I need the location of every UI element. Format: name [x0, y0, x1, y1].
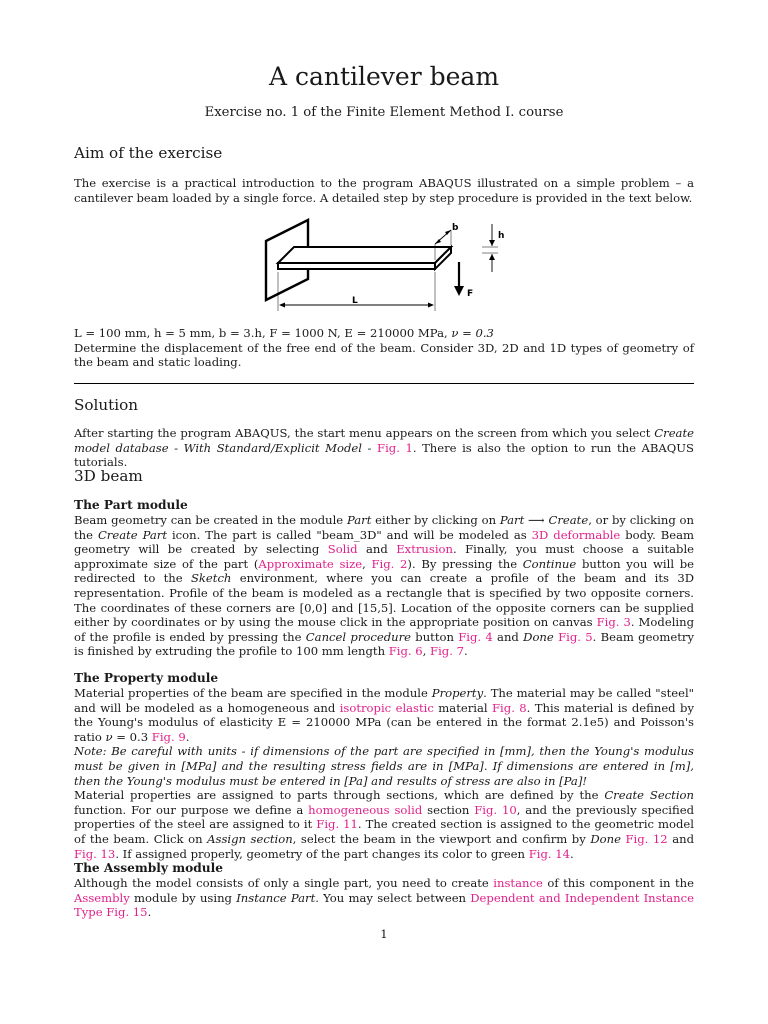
link-fig-5[interactable]: Fig. 5 [558, 629, 593, 644]
assembly-module-heading: The Assembly module [74, 861, 224, 875]
property-module-paragraph: Material properties of the beam are specified in the module Property. The material may be called "steel" and will be modeled as a homogeneous and isotropic elastic material Fig. 8. This material is defined by the Young's modulus of elasticity E = 210000 MPa (can be entered in the format 2.1e5) and Poisson's ratio ν = 0.3 Fig. 9. [74, 686, 695, 744]
link-fig-12[interactable]: Fig. 12 [625, 831, 668, 846]
units-note: Note: Be careful with units - if dimensions of the part are specified in [mm], then the Young's modulus must be given in [MPa] and the resulting stress fields are in [MPa]. If dimensions are entered in [m], then the Young's modulus must be entered in [Pa] and results of stress are also in [Pa]! [74, 744, 694, 788]
force-label-F: F [467, 289, 474, 299]
aim-heading: Aim of the exercise [74, 144, 223, 162]
link-instance[interactable]: instance [493, 876, 543, 890]
link-fig-9[interactable]: Fig. 9 [151, 729, 186, 744]
link-extrusion[interactable]: Extrusion [396, 542, 453, 557]
link-instance-type[interactable]: Dependent and Independent Instance Type [74, 890, 694, 920]
page-number: 1 [380, 927, 388, 941]
problem-parameters: L = 100 mm, h = 5 mm, b = 3.h, F = 1000 N, E = 210000 MPa, ν = 0.3 [74, 326, 494, 340]
section-assignment-paragraph: Material properties are assigned to parts through sections, which are defined by the Create Section function. For our purpose we define a homogeneous solid section Fig. 10, and the previously specified properties of the steel are assigned to it Fig. 11. The created section is assigned to the geometric model of the beam. Click on Assign section, select the beam in the viewport and confirm by Done Fig. 12 and Fig. 13. If assigned properly, geometry of the part changes its color to green Fig. 14. [74, 788, 695, 861]
part-module-heading: The Part module [74, 498, 188, 512]
link-fig-15[interactable]: Fig. 15 [106, 905, 148, 920]
link-fig-1[interactable]: Fig. 1 [377, 440, 413, 455]
link-assembly[interactable]: Assembly [74, 890, 130, 905]
solution-heading: Solution [74, 396, 139, 414]
beam-front-face [278, 263, 435, 269]
link-fig-11[interactable]: Fig. 11 [316, 817, 358, 832]
link-fig-14[interactable]: Fig. 14 [528, 846, 570, 861]
link-fig-2[interactable]: Fig. 2 [371, 556, 408, 571]
cantilever-beam-figure [258, 216, 508, 314]
document-subtitle: Exercise no. 1 of the Finite Element Method I. course [204, 105, 564, 120]
section-divider [74, 383, 694, 384]
part-module-paragraph: Beam geometry can be created in the module Part either by clicking on Part ⟶ Create, or by clicking on the Create Part icon. The part is called "beam_3D" and will be modeled as 3D deformable body. Beam geometry will be created by selecting Solid and Extrusion. Finally, you must choose a suitable approximate size of the part (Approximate size, Fig. 2). By pressing the Continue button you will be redirected to the Sketch environment, where you can create a profile of the beam and its 3D representation. Profile of the beam is modeled as a rectangle that is specified by two opposite corners. The coordinates of these corners are [0,0] and [15,5]. Location of the opposite corners can be supplied either by coordinates or by using the mouse click in the appropriate position on canvas Fig. 3. Modeling of the profile is ended by pressing the Cancel procedure button Fig. 4 and Done Fig. 5. Beam geometry is finished by extruding the profile to 100 mm length Fig. 6, Fig. 7. [74, 513, 695, 659]
document-title: A cantilever beam [268, 62, 500, 91]
beam-top-face [278, 247, 451, 263]
aim-intro: The exercise is a practical introduction to the program ABAQUS illustrated on a simple problem – a cantilever beam loaded by a single force. A detailed step by step procedure is provided in the text below. [74, 176, 694, 205]
link-isotropic-elastic[interactable]: isotropic elastic [339, 700, 434, 715]
link-3d-deformable[interactable]: 3D deformable [531, 527, 621, 542]
property-module-heading: The Property module [74, 671, 219, 685]
link-solid[interactable]: Solid [327, 542, 358, 557]
link-fig-4[interactable]: Fig. 4 [458, 629, 493, 644]
assembly-module-paragraph: Although the model consists of only a single part, you need to create instance of this component in the Assembly module by using Instance Part. You may select between Dependent and Independent Instance Type Fig. 15. [74, 876, 694, 920]
dim-label-L: L [352, 296, 358, 306]
link-fig-6[interactable]: Fig. 6 [388, 644, 423, 659]
link-fig-8[interactable]: Fig. 8 [492, 700, 527, 715]
beam-3d-heading: 3D beam [74, 467, 143, 485]
dim-label-b: b [452, 223, 459, 233]
link-fig-3[interactable]: Fig. 3 [596, 615, 631, 630]
problem-task: Determine the displacement of the free end of the beam. Consider 3D, 2D and 1D types of geometry of the beam and static loading. [74, 340, 694, 370]
dim-label-h: h [498, 231, 505, 241]
link-fig-7[interactable]: Fig. 7 [430, 644, 464, 659]
solution-paragraph: After starting the program ABAQUS, the start menu appears on the screen from which you select Create model database - With Standard/Explicit Model - Fig. 1. There is also the option to run the ABAQUS tutorials. [74, 426, 694, 470]
link-approximate-size[interactable]: Approximate size [258, 556, 363, 571]
link-fig-13[interactable]: Fig. 13 [74, 846, 116, 861]
link-homogeneous-solid[interactable]: homogeneous solid [308, 802, 423, 817]
link-fig-10[interactable]: Fig. 10 [474, 802, 517, 817]
